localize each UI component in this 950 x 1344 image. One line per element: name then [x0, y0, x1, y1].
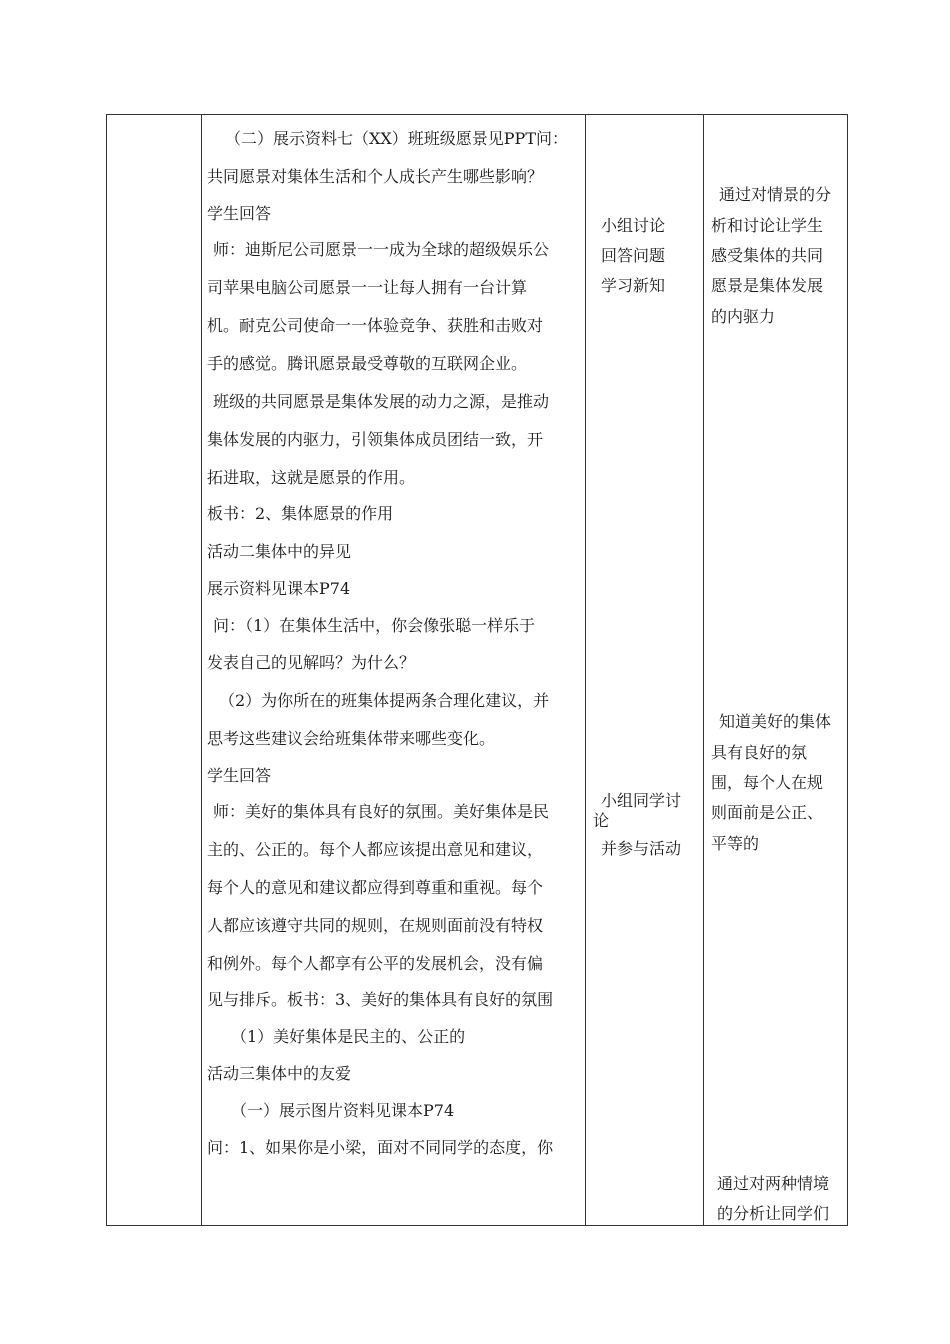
text-line: （一）展示图片资料见课本P74 — [231, 1101, 455, 1120]
text-line: 愿景是集体发展 — [711, 276, 824, 295]
text-line: 见与排斥。板书：3、美好的集体具有良好的氛围 — [207, 990, 554, 1009]
text-line: 并参与活动 — [601, 839, 682, 858]
text-line: 司苹果电脑公司愿景一一让每人拥有一台计算 — [207, 278, 528, 297]
text-line: 则面前是公正、 — [711, 803, 824, 822]
text-line: 人都应该遵守共同的规则，在规则面前没有特权 — [207, 916, 544, 935]
text-line: （2）为你所在的班集体提两条合理化建议，并 — [219, 691, 550, 710]
text-line: 论 — [593, 811, 610, 830]
text-line: 师：美好的集体具有良好的氛围。美好集体是民 — [213, 802, 550, 821]
text-line: 主的、公正的。每个人都应该提出意见和建议， — [207, 840, 544, 859]
text-line: 和例外。每个人都享有公平的发展机会，没有偏 — [207, 954, 544, 973]
text-line: （1）美好集体是民主的、公正的 — [231, 1027, 466, 1046]
text-line: 知道美好的集体 — [719, 712, 832, 731]
text-line: （二）展示资料七（XX）班班级愿景见PPT问： — [225, 129, 568, 148]
text-line: 机。耐克公司使命一一体验竞争、获胜和击败对 — [207, 316, 544, 335]
text-line: 每个人的意见和建议都应得到尊重和重视。每个 — [207, 878, 544, 897]
text-line: 板书：2、集体愿景的作用 — [207, 504, 394, 523]
text-line: 析和讨论让学生 — [711, 216, 824, 235]
text-line: 的内驱力 — [711, 307, 776, 326]
text-line: 集体发展的内驱力，引领集体成员团结一致，开 — [207, 430, 544, 449]
text-line: 通过对情景的分 — [719, 185, 832, 204]
text-line: 感受集体的共同 — [711, 246, 824, 265]
text-line: 展示资料见课本P74 — [207, 579, 351, 598]
text-line: 通过对两种情境 — [717, 1174, 830, 1193]
text-line: 围，每个人在规 — [711, 773, 824, 792]
text-line: 学生回答 — [207, 766, 272, 785]
text-line: 小组同学讨 — [601, 791, 682, 810]
text-line: 思考这些建议会给班集体带来哪些变化。 — [207, 729, 496, 748]
text-line: 小组讨论 — [601, 216, 666, 235]
column-divider — [585, 115, 586, 1225]
text-line: 共同愿景对集体生活和个人成长产生哪些影响？ — [207, 167, 544, 186]
text-line: 平等的 — [711, 834, 760, 853]
lesson-table — [106, 114, 848, 1226]
text-line: 拓进取，这就是愿景的作用。 — [207, 468, 416, 487]
text-line: 具有良好的氛 — [711, 743, 808, 762]
text-line: 发表自己的见解吗？为什么？ — [207, 653, 416, 672]
text-line: 问：（1）在集体生活中，你会像张聪一样乐于 — [213, 616, 536, 635]
text-line: 师：迪斯尼公司愿景一一成为全球的超级娱乐公 — [213, 240, 550, 259]
column-divider — [703, 115, 704, 1225]
text-line: 班级的共同愿景是集体发展的动力之源，是推动 — [213, 392, 550, 411]
text-line: 问：1、如果你是小梁，面对不同同学的态度，你 — [207, 1138, 554, 1157]
text-line: 学生回答 — [207, 204, 272, 223]
column-divider — [201, 115, 202, 1225]
text-line: 学习新知 — [601, 276, 666, 295]
text-line: 活动三集体中的友爱 — [207, 1064, 352, 1083]
text-line: 回答问题 — [601, 246, 666, 265]
text-line: 的分析让同学们 — [717, 1204, 830, 1223]
text-line: 手的感觉。腾讯愿景最受尊敬的互联网企业。 — [207, 354, 528, 373]
text-line: 活动二集体中的异见 — [207, 542, 352, 561]
